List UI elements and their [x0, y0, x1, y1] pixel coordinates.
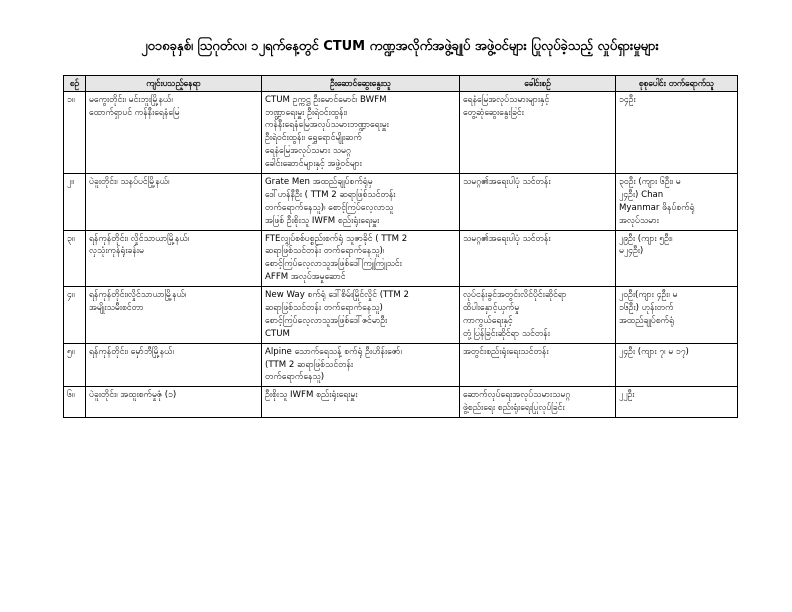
topic-line: ထိပါးနှောင့်ယှက်မှု	[463, 302, 520, 313]
row-number: ၄။	[64, 287, 86, 344]
cell-total	[616, 91, 738, 173]
cell-leader	[262, 343, 460, 387]
leader-line: စောင့်ကြပ်လေ့လာသူအဖြစ်ဒေါ်ဇင်မာဦး	[265, 315, 388, 326]
total-line: အထည်ချုပ်စက်ရုံ	[619, 315, 675, 326]
leader-line: Grate Men အထည်ချုပ်စက်ရုံမှ	[265, 176, 373, 187]
header-no: စဉ်	[64, 76, 86, 92]
place-line: ရန်ကုန်တိုင်း၊ မှော်ဘီမြို့နယ်၊	[89, 346, 174, 357]
leader-line: တက်ရောက်နေသူ)၊ စောင့်ကြပ်လေ့လာသူ	[265, 202, 394, 213]
cell-place	[86, 343, 262, 387]
cell-place	[86, 173, 262, 230]
header-place: ကျင်းပသည့်နေရာ	[86, 76, 262, 92]
leader-line: ဦးစိုးသူ IWFM စည်းရုံးရေးမှူး	[265, 390, 358, 401]
topic-line: သမဂ္ဂ၏အရေးပါပုံ သင်တန်း	[463, 233, 551, 244]
leader-line: CTUM	[265, 328, 290, 339]
leader-line: အဖြစ် ဦးစိုးသူ IWFM စည်းရုံးရေးမှူး	[265, 215, 380, 226]
topic-line: ကာကွယ်ရေးနှင့်	[463, 315, 513, 326]
cell-leader	[262, 230, 460, 287]
topic-line: တွေ့ဆုံဆွေးနွေးခြင်း	[463, 107, 524, 118]
leader-line: New Way စက်ရုံ ဒေါ်စိမ်းမြိုင်လှိုင် (TTM 2	[265, 290, 410, 301]
cell-total	[616, 173, 738, 230]
leader-line: Alpine သောက်ရေသန့် စက်ရုံ ဦးဟိန်းဇော်၊	[265, 346, 402, 357]
total-line: ၂၀ဦး(ကျား ၄ဦး၊ မ	[619, 290, 678, 301]
total-line: ၁၆ဦး) ဟုန်းတက်	[619, 302, 674, 313]
topic-line: သမဂ္ဂ၏အရေးပါပုံ သင်တန်း	[463, 176, 551, 187]
leader-line: AFFM အလုပ်အမှုဆောင်	[265, 272, 346, 283]
topic-line: ဖွဲ့စည်းရေး စည်းရုံးရေးပြုလုပ်ခြင်း	[463, 403, 565, 414]
row-number: ၅။	[64, 343, 86, 387]
cell-topic	[460, 173, 616, 230]
place-line: မကွေးတိုင်း၊ မင်းဘူးမြို့နယ်၊	[89, 94, 173, 105]
topic-line: တုံ့ပြန်ခြင်းဆိုင်ရာ သင်တန်း	[463, 328, 550, 339]
cell-topic	[460, 230, 616, 287]
total-line: ၂၉ဦး (ကျား ၅ဦး၊	[619, 233, 673, 244]
cell-total	[616, 230, 738, 287]
cell-total	[616, 343, 738, 387]
total-line: မ၂၄ဦး)	[619, 246, 644, 257]
leader-line: ရေနံမြေအလုပ်သမား သမဂ္ဂ	[265, 146, 351, 157]
leader-line: ဦးရဲဝင်းထွန်း၊ ရွှေရောင်မျိုးဆက်	[265, 133, 362, 144]
leader-line: စောင့်ကြပ်လေ့လာသူအဖြစ်ဒေါ်ကြူကြူသင်း	[265, 259, 402, 270]
table-body	[64, 91, 738, 417]
place-line: ရန်ကုန်တိုင်း၊ လှိုင်သာယာမြို့နယ်၊	[89, 233, 190, 244]
table-row	[64, 230, 738, 287]
leader-line: ဆရာဖြစ်သင်တန်း တက်ရောက်နေသူ)၊	[265, 246, 385, 257]
table-row	[64, 173, 738, 230]
header-topic: ခေါင်းစဉ်	[460, 76, 616, 92]
leader-line: FTEလျှပ်စစ်ပစ္စည်းစက်ရုံ သူဇာခိုင် ( TTM 2	[265, 233, 408, 244]
cell-total	[616, 387, 738, 418]
cell-topic	[460, 91, 616, 173]
leader-line: တက်ရောက်နေသူ)	[265, 372, 325, 383]
header-leader: ဦးဆောင်ဆွေးနွေးသူ	[262, 76, 460, 92]
leader-line: ခေါင်းဆောင်များနှင့် အဖွဲ့ဝင်များ	[265, 159, 362, 170]
row-number: ၁။	[64, 91, 86, 173]
row-number: ၃။	[64, 230, 86, 287]
leader-line: ဆရာဖြစ်သင်တန်း တက်ရောက်နေသူ)	[265, 302, 383, 313]
topic-line: လုပ်ငန်းခွင်အတွင်းလိင်ပိုင်းဆိုင်ရာ	[463, 290, 567, 301]
leader-line: ဘဏ္ဍာရေးမှူး ဦးရဲဝင်းထွန်း၊	[265, 107, 348, 118]
leader-line: ဒေါ်ဟန်နီဦး ( TTM 2 ဆရာဖြစ်သင်တန်း	[265, 189, 396, 200]
total-line: ၂၄ဦး (ကျား ၇၊ မ ၁၇)	[619, 346, 689, 357]
cell-place	[86, 287, 262, 344]
topic-line: အတွင်းစည်းရုံးရေးသင်တန်း	[463, 346, 549, 357]
cell-leader	[262, 173, 460, 230]
total-line: ၁၄ဦး	[619, 94, 636, 105]
cell-leader	[262, 91, 460, 173]
leader-line: CTUM ဥက္ကဋ္ဌ ဦးမောင်မောင်၊ BWFM	[265, 94, 387, 105]
cell-topic	[460, 387, 616, 418]
cell-place	[86, 230, 262, 287]
table-header-row	[64, 76, 738, 92]
leader-line: (TTM 2 ဆရာဖြစ်သင်တန်း	[265, 359, 354, 370]
place-line: ရန်ကုန်တိုင်း၊လှိုင်သာယာမြို့နယ်၊	[89, 290, 187, 301]
total-line: Myanmar ဖိနပ်စက်ရုံ	[619, 202, 695, 213]
place-line: လှသုံးကုန်ရုံးခန်းမ	[89, 246, 144, 257]
cell-leader	[262, 287, 460, 344]
total-line: ၂၄ဦး) Chan	[619, 189, 664, 200]
cell-place	[86, 91, 262, 173]
cell-total	[616, 287, 738, 344]
total-line: အလုပ်သမား	[619, 215, 659, 226]
table-row	[64, 287, 738, 344]
cell-topic	[460, 343, 616, 387]
place-line: ထောက်ရှာပင် ကန်နီးရေနံမြေ	[89, 107, 180, 118]
document-title: ၂၀၁၈ခုနှစ်၊ ဩဂုတ်လ၊ ၁၂ရက်နေ့တွင် CTUM ကဏ္ဍအလိုက်အဖွဲ့ချုပ် အဖွဲ့ဝင်များ ပြုလုပ်ခဲ့သည့် လှုပ်ရှားမှုများ	[141, 39, 659, 54]
total-line: ၂၂ဦး	[619, 390, 635, 401]
table-row	[64, 343, 738, 387]
topic-line: ရေနံမြေအလုပ်သမားများနှင့်	[463, 94, 550, 105]
total-line: ၃၀ဦး (ကျား ၆ဦး၊ မ	[619, 176, 681, 187]
cell-leader	[262, 387, 460, 418]
place-line: ပဲခူးတိုင်း၊ အထူးစက်မှုဇုံ (၁)	[89, 390, 177, 401]
place-line: အမျိုးသမီးစင်တာ	[89, 302, 144, 313]
row-number: ၂။	[64, 173, 86, 230]
topic-line: ဆောက်လုပ်ရေးအလုပ်သမားသမဂ္ဂ	[463, 390, 571, 401]
row-number: ၆။	[64, 387, 86, 418]
cell-topic	[460, 287, 616, 344]
table-row	[64, 387, 738, 418]
place-line: ပဲခူးတိုင်း၊ သနပ်ပင်မြို့နယ်၊	[89, 176, 170, 187]
leader-line: ကန်နီးရေနံမြေအလုပ်သမားဘဏ္ဍာရေးမှူး	[265, 120, 389, 131]
activities-table	[63, 75, 738, 418]
cell-place	[86, 387, 262, 418]
table-row	[64, 91, 738, 173]
header-total: စုစုပေါင်း တက်ရောက်သူ	[616, 76, 738, 92]
